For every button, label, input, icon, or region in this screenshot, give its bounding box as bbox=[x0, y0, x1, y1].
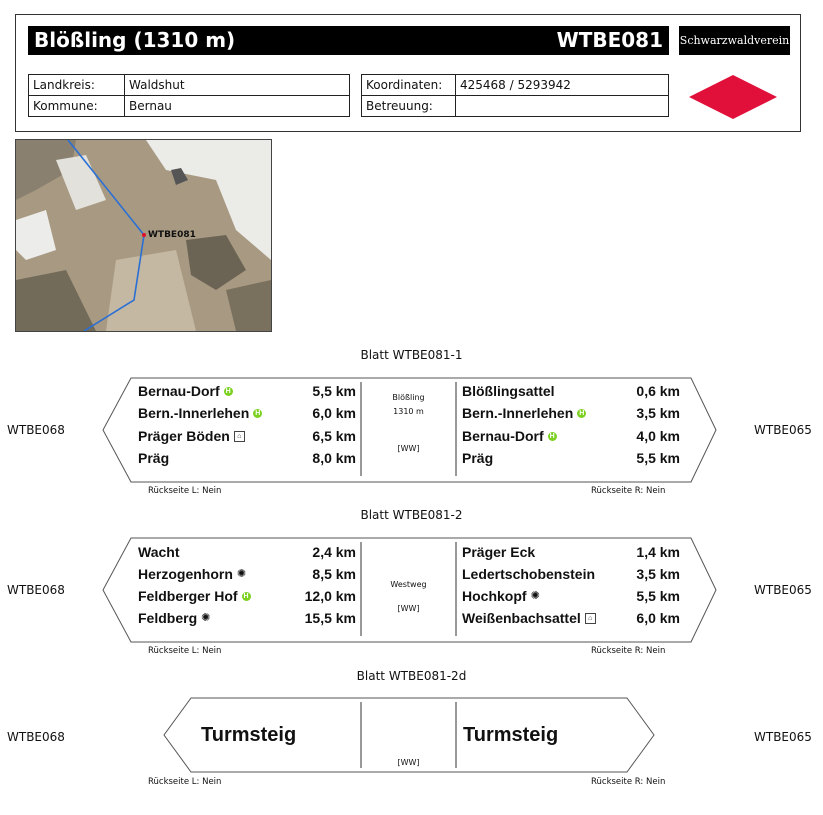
sign-2-right-row bbox=[462, 585, 540, 607]
sign-2-left-row bbox=[138, 563, 246, 585]
page-title: Blößling (1310 m) bbox=[34, 28, 236, 52]
distance: 0,6 km bbox=[636, 383, 680, 399]
distance: 6,0 km bbox=[312, 405, 356, 421]
sign-2-left-row bbox=[138, 541, 179, 563]
sign-3-route: [WW] bbox=[397, 758, 420, 767]
sign-1-left-row bbox=[138, 380, 233, 402]
sign-code: WTBE081 bbox=[556, 28, 663, 52]
brand-logo: Schwarzwaldverein bbox=[679, 26, 790, 55]
back-right-3: Rückseite R: Nein bbox=[591, 777, 666, 787]
destination: Präg bbox=[462, 450, 494, 466]
right-code-3: WTBE065 bbox=[754, 730, 812, 744]
sign-1-right-row bbox=[462, 402, 586, 424]
summit-icon: ✺ bbox=[201, 612, 211, 624]
sign-1-left-row bbox=[138, 447, 169, 469]
summit-icon: ✺ bbox=[530, 590, 540, 602]
right-code-1: WTBE065 bbox=[754, 423, 812, 437]
distance: 5,5 km bbox=[636, 450, 680, 466]
back-right-2: Rückseite R: Nein bbox=[591, 646, 666, 656]
distance: 5,5 km bbox=[636, 588, 680, 604]
distance: 6,0 km bbox=[636, 610, 680, 626]
sign-1-route: [WW] bbox=[397, 444, 420, 453]
bus-stop-icon: H bbox=[579, 409, 585, 417]
map-marker-label: WTBE081 bbox=[148, 230, 196, 240]
distance: 3,5 km bbox=[636, 566, 680, 582]
sign-1-right-row bbox=[462, 425, 557, 447]
destination: Präg bbox=[138, 450, 170, 466]
back-right-1: Rückseite R: Nein bbox=[591, 486, 666, 496]
destination: Präger Eck bbox=[462, 544, 536, 560]
betreuung-label: Betreuung: bbox=[362, 96, 456, 117]
distance: 15,5 km bbox=[304, 610, 356, 626]
sign-2-left-row bbox=[138, 607, 210, 629]
sign-1-left-row bbox=[138, 425, 245, 447]
sign-1-location: Blößling bbox=[392, 393, 425, 402]
hut-icon: ⌂ bbox=[585, 613, 596, 624]
bus-stop-icon: H bbox=[225, 387, 231, 395]
right-code-2: WTBE065 bbox=[754, 583, 812, 597]
sign-2-right-row bbox=[462, 563, 595, 585]
summit-icon: ✺ bbox=[236, 568, 247, 580]
destination: Weißenbachsattel bbox=[462, 610, 581, 626]
distance: 5,5 km bbox=[312, 383, 356, 399]
left-code-1: WTBE068 bbox=[7, 423, 65, 437]
sign-1-left-row bbox=[138, 402, 262, 424]
sign-2-route-name: Westweg bbox=[390, 580, 427, 589]
destination: Ledertschobenstein bbox=[462, 566, 596, 582]
back-left-3: Rückseite L: Nein bbox=[148, 777, 222, 787]
sign-1-elevation: 1310 m bbox=[393, 407, 424, 416]
hut-icon: ⌂ bbox=[234, 431, 245, 442]
distance: 8,0 km bbox=[312, 450, 356, 466]
destination: Blößlingsattel bbox=[462, 383, 555, 399]
destination: Bernau-Dorf bbox=[138, 383, 220, 399]
left-code-2: WTBE068 bbox=[7, 583, 65, 597]
distance: 12,0 km bbox=[304, 588, 356, 604]
distance: 4,0 km bbox=[636, 428, 680, 444]
landkreis-label: Landkreis: bbox=[29, 75, 125, 96]
landkreis-value: Waldshut bbox=[125, 75, 350, 96]
distance: 1,4 km bbox=[636, 544, 680, 560]
destination: Wacht bbox=[138, 544, 180, 560]
destination: Bernau-Dorf bbox=[462, 428, 544, 444]
sign-2-route: [WW] bbox=[397, 604, 420, 613]
back-left-1: Rückseite L: Nein bbox=[148, 486, 222, 496]
destination: Herzogenhorn bbox=[138, 566, 233, 582]
sign-2-right-row bbox=[462, 541, 535, 563]
sign-2-left-row bbox=[138, 585, 251, 607]
sign-1-right-row bbox=[462, 447, 493, 469]
koordinaten-label: Koordinaten: bbox=[362, 75, 456, 96]
destination: Feldberg bbox=[138, 610, 198, 626]
bus-stop-icon: H bbox=[549, 432, 555, 440]
blatt-title-2: Blatt WTBE081-2 bbox=[360, 508, 463, 522]
destination: Präger Böden bbox=[138, 428, 230, 444]
destination: Hochkopf bbox=[462, 588, 527, 604]
sign-3-right-destination: Turmsteig bbox=[463, 724, 559, 746]
blatt-title-3: Blatt WTBE081-2d bbox=[356, 669, 467, 683]
sign-3-left-destination: Turmsteig bbox=[201, 724, 297, 746]
back-left-2: Rückseite L: Nein bbox=[148, 646, 222, 656]
distance: 8,5 km bbox=[312, 566, 356, 582]
distance: 6,5 km bbox=[312, 428, 356, 444]
destination: Bern.-Innerlehen bbox=[138, 405, 250, 421]
sign-1-right-row bbox=[462, 380, 555, 402]
koordinaten-value: 425468 / 5293942 bbox=[456, 75, 669, 96]
destination: Bern.-Innerlehen bbox=[462, 405, 574, 421]
left-code-3: WTBE068 bbox=[7, 730, 65, 744]
bus-stop-icon: H bbox=[243, 592, 249, 600]
kommune-label: Kommune: bbox=[29, 96, 125, 117]
kommune-value: Bernau bbox=[125, 96, 350, 117]
distance: 3,5 km bbox=[636, 405, 680, 421]
blatt-title-1: Blatt WTBE081-1 bbox=[360, 348, 463, 362]
bus-stop-icon: H bbox=[255, 409, 261, 417]
sign-2-right-row bbox=[462, 607, 596, 629]
distance: 2,4 km bbox=[312, 544, 356, 560]
destination: Feldberger Hof bbox=[138, 588, 238, 604]
